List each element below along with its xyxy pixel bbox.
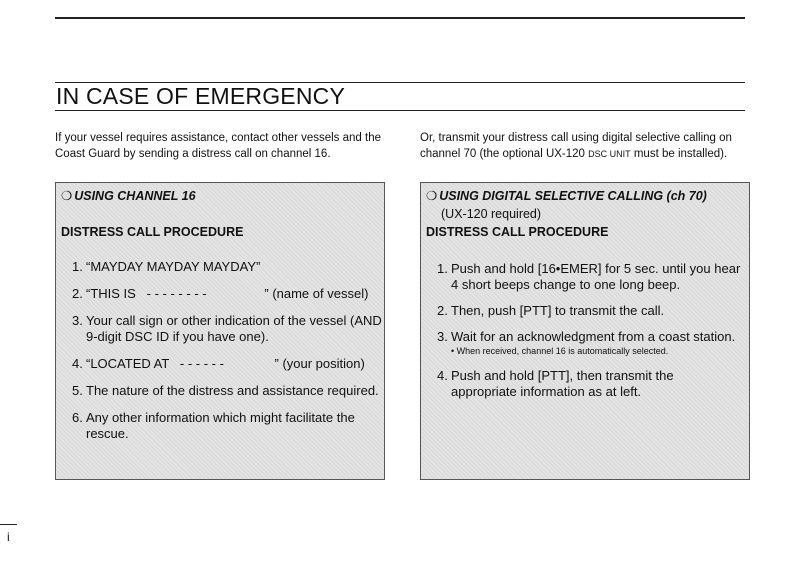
circle-bullet-icon: ❍ — [426, 189, 438, 203]
intro-left-paragraph: If your vessel requires assistance, contact other vessels and the Coast Guard by sending a distress call on channel 16. — [55, 132, 381, 160]
step-text: Push and hold [PTT], then transmit the appropriate information as at left. — [451, 368, 674, 399]
procedure-step — [72, 356, 382, 372]
procedure-step — [437, 329, 742, 358]
channel16-box-title — [61, 188, 196, 203]
step-number: 4. — [437, 368, 448, 383]
dsc-subtitle: (UX-120 required) — [441, 207, 542, 221]
dsc-box-title — [426, 188, 707, 203]
step-number: 1. — [72, 259, 83, 274]
step-text: Wait for an acknowledgment from a coast station. — [451, 329, 736, 344]
step-text: “LOCATED AT - - - - - - ” (your position) — [86, 356, 365, 371]
channel16-procedure-heading: DISTRESS CALL PROCEDURE — [61, 225, 244, 239]
procedure-step — [72, 383, 382, 399]
intro-right-text-2: must be installed). — [630, 148, 728, 160]
dsc-procedure-box — [420, 182, 750, 480]
channel16-title-text: USING CHANNEL 16 — [74, 189, 196, 203]
step-text: Push and hold [16•EMER] for 5 sec. until you hear 4 short beeps change to one long beep. — [451, 261, 741, 292]
procedure-step — [72, 410, 382, 442]
channel16-procedure-box — [55, 182, 385, 480]
dsc-title-text: USING DIGITAL SELECTIVE CALLING (ch 70) — [439, 189, 707, 203]
page-title: IN CASE OF EMERGENCY — [56, 83, 345, 109]
procedure-step — [72, 313, 382, 345]
procedure-step — [437, 368, 742, 400]
intro-right-paragraph — [420, 130, 752, 162]
procedure-step — [72, 286, 382, 302]
step-text: “THIS IS - - - - - - - - ” (name of vessel) — [86, 286, 369, 301]
step-number: 4. — [72, 356, 83, 371]
intro-right-dsc-unit: DSC UNIT — [588, 149, 631, 159]
step-number: 5. — [72, 383, 83, 398]
procedure-step — [437, 261, 742, 293]
step-number: 3. — [72, 313, 83, 328]
title-rule-bottom — [55, 110, 745, 111]
step-text: Then, push [PTT] to transmit the call. — [451, 303, 665, 318]
top-rule — [55, 17, 745, 19]
step-number: 2. — [72, 286, 83, 301]
channel16-steps-list — [72, 259, 382, 453]
step-number: 6. — [72, 410, 83, 425]
step-number: 3. — [437, 329, 448, 344]
step-note: • When received, channel 16 is automatically selected. — [451, 346, 669, 356]
dsc-procedure-heading: DISTRESS CALL PROCEDURE — [426, 225, 609, 239]
procedure-step — [72, 259, 382, 275]
step-text: “MAYDAY MAYDAY MAYDAY” — [86, 259, 261, 274]
circle-bullet-icon: ❍ — [61, 189, 73, 203]
step-number: 1. — [437, 261, 448, 276]
step-text: Any other information which might facilitate the rescue. — [86, 410, 355, 441]
step-text: Your call sign or other indication of the vessel (AND 9-digit DSC ID if you have one). — [86, 313, 382, 344]
step-text: The nature of the distress and assistance required. — [86, 383, 379, 398]
dsc-steps-list — [437, 261, 742, 410]
procedure-step — [437, 303, 742, 319]
page-mark-rule — [0, 524, 17, 525]
step-number: 2. — [437, 303, 448, 318]
intro-right-text-1: Or, transmit your distress call using digital selective calling on channel 70 (the optional UX-120 — [420, 132, 732, 160]
page-mark: i — [7, 530, 10, 544]
